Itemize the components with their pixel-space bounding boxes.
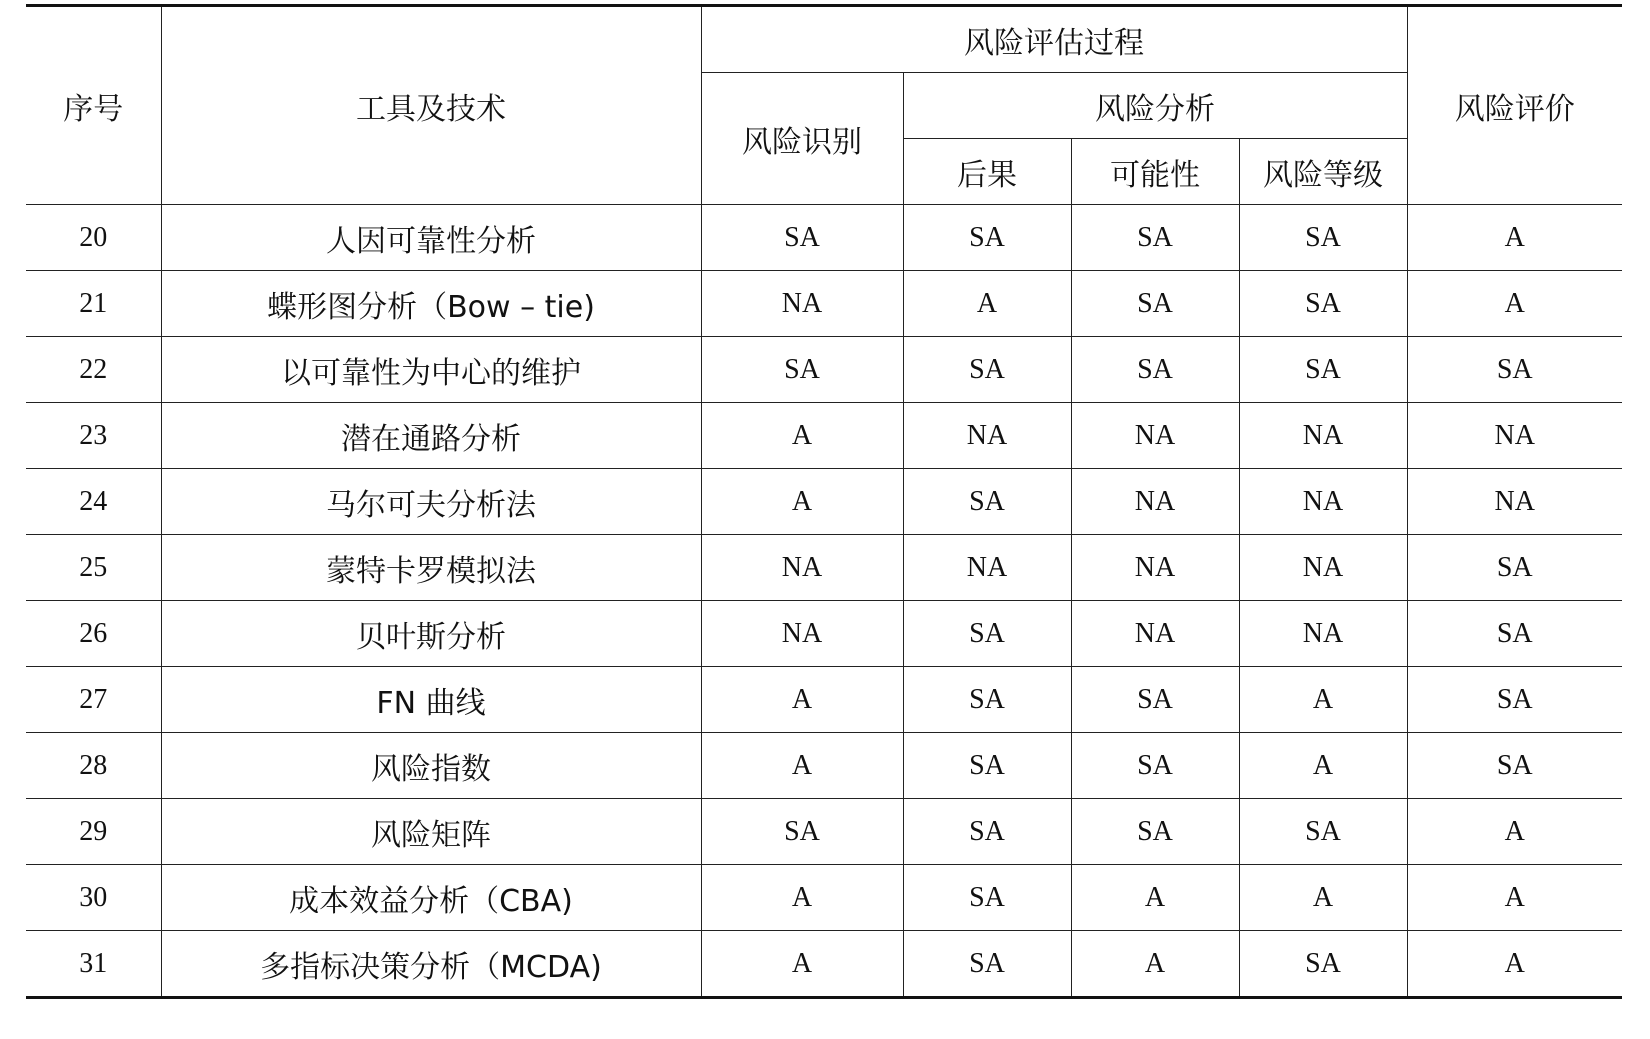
cell-ident: SA — [701, 205, 903, 271]
header-seq: 序号 — [26, 6, 161, 205]
cell-eval: SA — [1407, 601, 1622, 667]
cell-like: SA — [1071, 667, 1239, 733]
cell-eval: SA — [1407, 535, 1622, 601]
cell-like: NA — [1071, 469, 1239, 535]
cell-cons: SA — [903, 601, 1071, 667]
cell-eval: A — [1407, 205, 1622, 271]
cell-level: NA — [1239, 403, 1407, 469]
cell-tool: 人因可靠性分析 — [161, 205, 701, 271]
cell-tool: 蝶形图分析（Bow – tie) — [161, 271, 701, 337]
cell-tool: 成本效益分析（CBA) — [161, 865, 701, 931]
table-row — [26, 799, 1622, 865]
header-analysis: 风险分析 — [903, 73, 1407, 139]
table-row — [26, 865, 1622, 931]
cell-cons: SA — [903, 733, 1071, 799]
cell-no: 26 — [26, 601, 161, 667]
header-likelihood: 可能性 — [1071, 139, 1239, 205]
cell-eval: SA — [1407, 733, 1622, 799]
cell-ident: A — [701, 931, 903, 998]
cell-ident: NA — [701, 535, 903, 601]
header-process: 风险评估过程 — [701, 6, 1407, 73]
cell-ident: NA — [701, 271, 903, 337]
cell-ident: A — [701, 865, 903, 931]
cell-eval: A — [1407, 271, 1622, 337]
cell-like: A — [1071, 865, 1239, 931]
cell-level: NA — [1239, 601, 1407, 667]
cell-ident: A — [701, 403, 903, 469]
cell-level: SA — [1239, 799, 1407, 865]
cell-ident: A — [701, 667, 903, 733]
cell-no: 30 — [26, 865, 161, 931]
cell-level: NA — [1239, 469, 1407, 535]
cell-no: 25 — [26, 535, 161, 601]
table-row — [26, 733, 1622, 799]
cell-level: SA — [1239, 205, 1407, 271]
cell-tool: 多指标决策分析（MCDA) — [161, 931, 701, 998]
cell-like: NA — [1071, 535, 1239, 601]
header-evaluation: 风险评价 — [1407, 6, 1622, 205]
cell-no: 27 — [26, 667, 161, 733]
table-row — [26, 931, 1622, 998]
cell-like: SA — [1071, 271, 1239, 337]
table-row — [26, 403, 1622, 469]
header-tool: 工具及技术 — [161, 6, 701, 205]
cell-eval: NA — [1407, 469, 1622, 535]
cell-tool: 贝叶斯分析 — [161, 601, 701, 667]
cell-eval: SA — [1407, 667, 1622, 733]
cell-eval: A — [1407, 865, 1622, 931]
cell-cons: A — [903, 271, 1071, 337]
cell-like: SA — [1071, 337, 1239, 403]
cell-level: A — [1239, 733, 1407, 799]
cell-cons: SA — [903, 865, 1071, 931]
cell-no: 22 — [26, 337, 161, 403]
table-row — [26, 271, 1622, 337]
cell-no: 29 — [26, 799, 161, 865]
cell-eval: A — [1407, 931, 1622, 998]
table-row — [26, 205, 1622, 271]
table-header — [26, 6, 1622, 205]
cell-no: 21 — [26, 271, 161, 337]
risk-assessment-table-container — [26, 4, 1622, 999]
cell-level: SA — [1239, 271, 1407, 337]
cell-like: SA — [1071, 733, 1239, 799]
cell-like: NA — [1071, 601, 1239, 667]
header-identification: 风险识别 — [701, 73, 903, 205]
table-row — [26, 601, 1622, 667]
cell-no: 31 — [26, 931, 161, 998]
cell-ident: A — [701, 733, 903, 799]
cell-like: NA — [1071, 403, 1239, 469]
cell-level: A — [1239, 667, 1407, 733]
cell-level: A — [1239, 865, 1407, 931]
cell-cons: SA — [903, 337, 1071, 403]
cell-eval: NA — [1407, 403, 1622, 469]
cell-tool: 马尔可夫分析法 — [161, 469, 701, 535]
header-consequence: 后果 — [903, 139, 1071, 205]
cell-eval: SA — [1407, 337, 1622, 403]
cell-tool: FN 曲线 — [161, 667, 701, 733]
risk-assessment-table — [26, 4, 1622, 999]
cell-no: 23 — [26, 403, 161, 469]
cell-ident: A — [701, 469, 903, 535]
cell-tool: 潜在通路分析 — [161, 403, 701, 469]
table-body — [26, 205, 1622, 998]
cell-tool: 风险指数 — [161, 733, 701, 799]
cell-level: NA — [1239, 535, 1407, 601]
cell-cons: SA — [903, 205, 1071, 271]
cell-tool: 以可靠性为中心的维护 — [161, 337, 701, 403]
cell-cons: SA — [903, 469, 1071, 535]
cell-like: SA — [1071, 205, 1239, 271]
header-risk-level: 风险等级 — [1239, 139, 1407, 205]
cell-ident: NA — [701, 601, 903, 667]
cell-tool: 蒙特卡罗模拟法 — [161, 535, 701, 601]
cell-cons: SA — [903, 667, 1071, 733]
cell-cons: NA — [903, 403, 1071, 469]
cell-like: SA — [1071, 799, 1239, 865]
cell-level: SA — [1239, 337, 1407, 403]
table-row — [26, 667, 1622, 733]
cell-cons: NA — [903, 535, 1071, 601]
cell-ident: SA — [701, 337, 903, 403]
table-row — [26, 337, 1622, 403]
cell-like: A — [1071, 931, 1239, 998]
cell-eval: A — [1407, 799, 1622, 865]
cell-no: 24 — [26, 469, 161, 535]
cell-cons: SA — [903, 931, 1071, 998]
table-row — [26, 535, 1622, 601]
cell-ident: SA — [701, 799, 903, 865]
cell-tool: 风险矩阵 — [161, 799, 701, 865]
cell-no: 20 — [26, 205, 161, 271]
table-row — [26, 469, 1622, 535]
cell-no: 28 — [26, 733, 161, 799]
cell-level: SA — [1239, 931, 1407, 998]
cell-cons: SA — [903, 799, 1071, 865]
